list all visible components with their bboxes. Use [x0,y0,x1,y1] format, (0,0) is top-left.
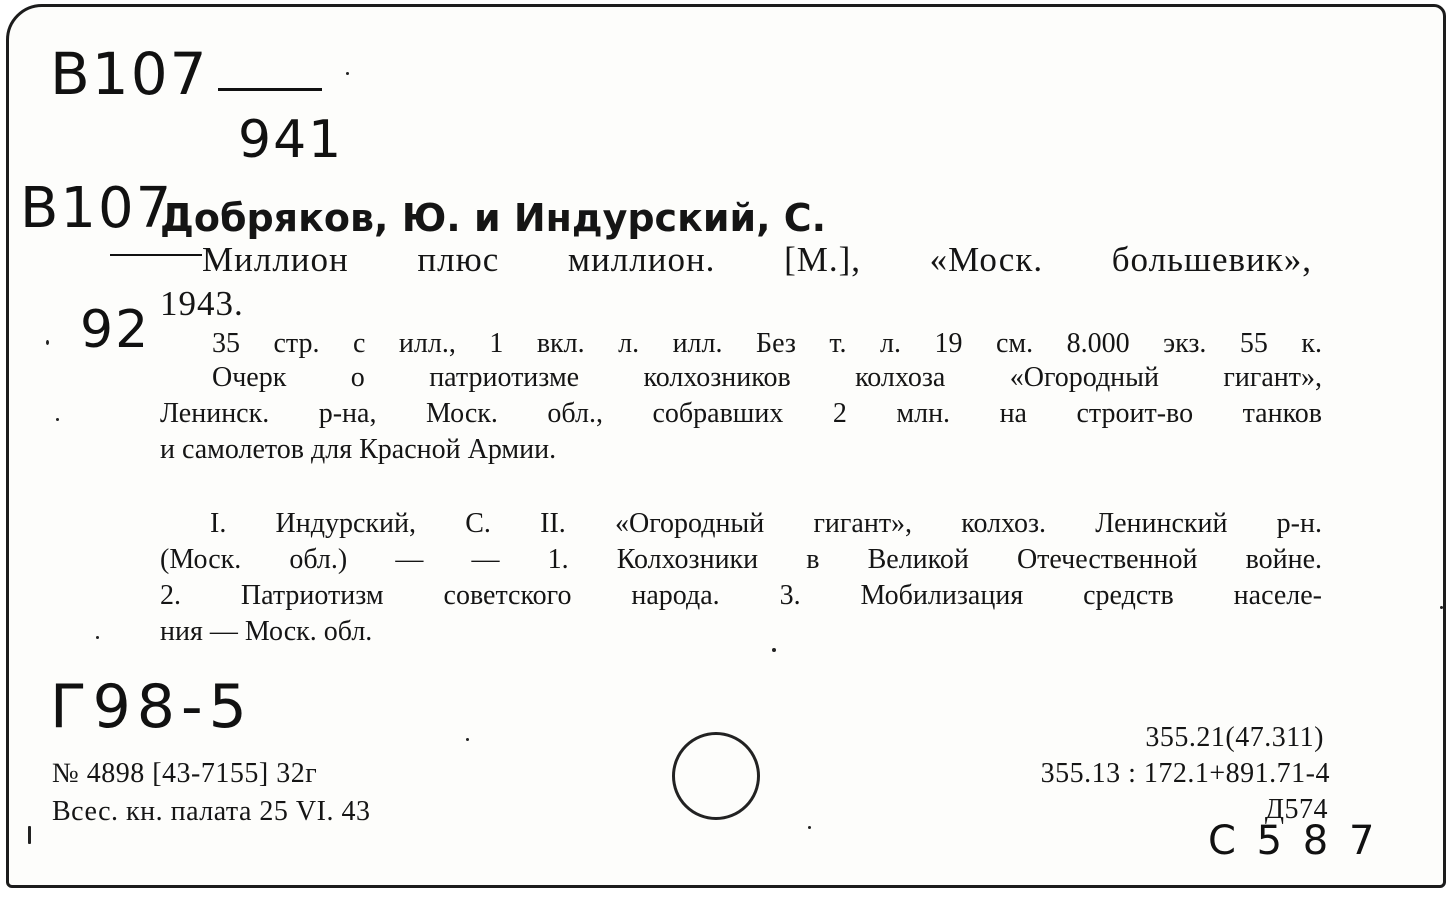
description-line-1: 35 стр. с илл., 1 вкл. л. илл. Без т. л. 19 см. 8.000 экз. 55 к. [212,328,1322,359]
footer-class-index-1: 355.21(47.311) [1145,722,1324,753]
handwritten-code-top: B107 [50,40,209,108]
scan-speck [346,72,349,75]
handwritten-code-fraction: 941 [238,110,344,170]
footer-author-mark: Д574 [1264,794,1328,825]
handwritten-code-left: B107 [20,176,174,241]
fraction-line [218,88,322,91]
scan-speck [772,648,776,652]
description-line-2: Очерк о патриотизме колхозников колхоза «Огородный гигант», [212,362,1322,393]
publication-year: 1943. [160,284,244,323]
footer-registration-number: № 4898 [43-7155] 32г [52,758,318,789]
author-heading: Добряков, Ю. и Индурский, С. [160,196,827,240]
footer-class-index-2: 355.13 : 172.1+891.71-4 [1040,758,1330,789]
subject-line-1: I. Индурский, С. II. «Огородный гигант», колхоз. Ленинский р-н. [210,508,1322,539]
footer-chamber-date: Всес. кн. палата 25 VI. 43 [52,796,371,827]
stamp-circle [672,732,760,820]
description-line-3: Ленинск. р-на, Моск. обл., собравших 2 млн. на строит-во танков [160,398,1322,429]
scan-speck [28,826,31,844]
book-title-line: Миллион плюс миллион. [М.], «Моск. большевик», [202,240,1312,279]
dash-line [110,254,202,256]
scan-speck [1440,606,1443,609]
handwritten-shelf-mark: Г98-5 [50,672,253,742]
handwritten-bottom-right-mark: С 5 8 7 [1208,818,1379,864]
subject-line-3: 2. Патриотизм советского народа. 3. Мобилизация средств населе- [160,580,1322,611]
scan-speck [46,340,49,345]
scan-speck [466,738,469,741]
subject-line-4: ния — Моск. обл. [160,616,373,647]
scan-speck [56,418,59,421]
handwritten-number-left: 92 [80,300,151,360]
scan-speck [808,826,811,829]
description-line-4: и самолетов для Красной Армии. [160,434,557,465]
subject-line-2: (Моск. обл.) — — 1. Колхозники в Великой Отечественной войне. [160,544,1322,575]
scan-speck [96,636,99,639]
